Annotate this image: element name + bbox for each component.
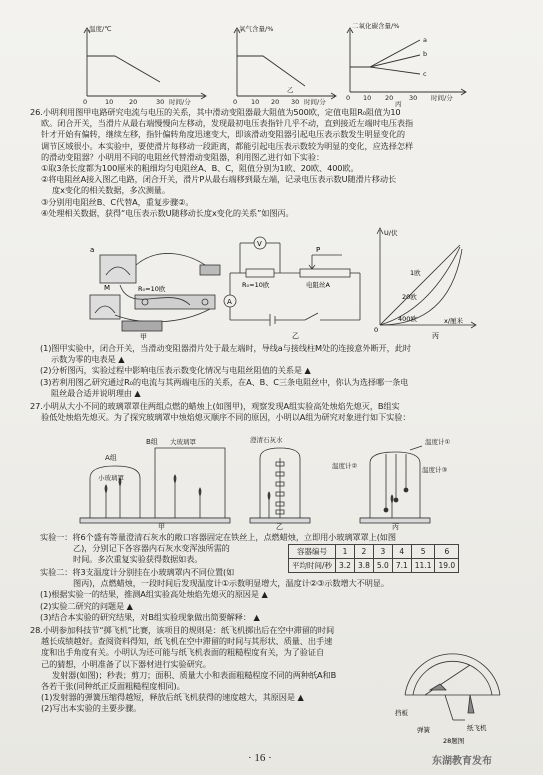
text-line: 己的猜想，小明准备了以下器材进行实验研究。 xyxy=(41,658,211,669)
text-line: 27.小明从大小不同的玻璃罩罩住两组点燃的蜡烛上(如图甲)，观察发现A组实验高处烛焰先熄灭，B组实 xyxy=(30,401,400,411)
text-line: ④处理相关数据，获得“电压表示数U随移动长度x变化的关系”如图丙。 xyxy=(41,207,294,218)
graph1-xlabel: 时间/分 xyxy=(169,98,191,106)
q28-stem xyxy=(30,625,336,715)
caption-jia: 甲 xyxy=(140,333,147,340)
text-line: 验低处烛焰先熄灭。为了探究玻璃罩中烛焰熄灭顺序不同的原因，小明以A组为研究对象进行如下实验： xyxy=(41,412,411,423)
series-20ohm: 20欧 xyxy=(402,293,417,301)
bing-ylabel: U/伏 xyxy=(384,229,398,237)
launcher-figure xyxy=(395,640,510,745)
graph3-tick: 30 xyxy=(409,94,418,102)
q27-figures xyxy=(70,428,480,530)
label-a: a xyxy=(90,246,95,254)
graph3-caption: 丙 xyxy=(395,100,402,107)
bing-origin: 0 xyxy=(374,326,379,334)
thermo3-label: 温度计③ xyxy=(422,466,448,474)
caption-bing: 丙 xyxy=(432,332,439,340)
text-line: ③分别用电阻丝B、C代替A，重复步骤②。 xyxy=(41,196,194,207)
text-line: 针才开始有偏转，继续左移，指针偏转角度迅速变大，即该滑动变阻器引起电压表示数发生明显变化的 xyxy=(41,129,405,140)
watermark-text: 东湖教育发布 xyxy=(432,756,492,767)
text-line: 各若干张(同种纸正反面粗糙程度相同)。 xyxy=(41,681,185,692)
text-line: ②将电阻丝A接入图乙电路，闭合开关，滑片P从最右端移到最左端，记录电压表示数U随滑片移动长 xyxy=(41,174,397,185)
answer-blank: ▲ xyxy=(118,354,125,365)
r0-label: R₀=10欧 xyxy=(242,281,270,289)
table-cell: 19.0 xyxy=(435,559,459,573)
table-cell: 7.1 xyxy=(392,559,411,573)
ammeter-label: A xyxy=(227,298,232,306)
text-line: (1)根据实验一的结果，推测A组实验高处烛焰先熄灭的原因是 xyxy=(40,589,259,600)
text-line: 图丙)，点燃蜡烛，一段时间后发现温度计①示数明显增大，温度计②③示数增大不明显。 xyxy=(73,578,389,589)
wire-label: 电阻丝A xyxy=(306,281,330,289)
text-line: (2)写出本实验的主要步骤。 xyxy=(41,703,142,714)
lime-label: 澄清石灰水 xyxy=(250,436,283,444)
text-line: 时间。多次重复实验获得数据如表。 xyxy=(73,554,203,565)
graph1-tick: 20 xyxy=(129,98,138,106)
text-line: (1)发射器的弹簧压缩得越短，释放后纸飞机获得的速度越大，其原因是 xyxy=(41,692,295,703)
caption-bing27: 丙 xyxy=(392,523,399,530)
plane-label: 纸飞机 xyxy=(467,724,487,732)
text-line: 阻丝最合适并说明理由 xyxy=(51,387,132,398)
graph2-xlabel: 时间/分 xyxy=(304,98,326,106)
text-line: 乙)，分别记下各容器内石灰水变浑浊所需的 xyxy=(73,543,230,554)
small-cover-label: 小玻璃罩 xyxy=(98,474,124,482)
text-line: (1)图甲实验中，闭合开关，当滑动变阻器滑片处于最左端时，导线a与接线柱M处的连接意外断开，此时 xyxy=(40,343,411,353)
graph2-origin: 0 xyxy=(233,98,238,106)
groupA-label: A组 xyxy=(105,454,117,462)
table-header-cell: 容器编号 xyxy=(289,545,336,559)
table-cell: 6 xyxy=(435,545,459,559)
graph1-ylabel: 温度/℃ xyxy=(89,25,112,33)
text-line: 欧。闭合开关，当滑片从最右端慢慢向左移动，发现最初电压表指针几乎不动，直到接近左端时电压表指 xyxy=(41,118,414,129)
table-cell: 1 xyxy=(336,545,355,559)
graph3-series-label: b xyxy=(423,50,428,58)
q26-stem xyxy=(30,107,413,219)
voltmeter-label: V xyxy=(257,240,262,248)
text-line: 度和出手角度有关。小明认为还可能与纸飞机表面的粗糙程度有关，为了验证自 xyxy=(41,647,325,658)
answer-blank: ▲ xyxy=(126,600,133,611)
text-line: (3)若利用图乙研究通过R₀的电流与其两端电压的关系，在A、B、C三条电阻丝中，你认为选择哪一条电 xyxy=(40,376,409,387)
graph-bing xyxy=(377,228,476,328)
answer-blank: ▲ xyxy=(304,365,311,376)
caption-yi27: 乙 xyxy=(276,523,283,530)
thermo2-label: 温度计② xyxy=(332,462,358,470)
groupB-label: B组 xyxy=(146,438,158,446)
caption-jia27: 甲 xyxy=(158,523,165,530)
graph2-tick: 10 xyxy=(251,98,260,106)
bing-xlabel: x/厘米 xyxy=(444,317,464,325)
table-cell: 4 xyxy=(392,545,411,559)
graph3-tick: 20 xyxy=(385,94,394,102)
top-graphs xyxy=(65,22,505,107)
q27-exp2 xyxy=(40,567,389,623)
caption-yi: 乙 xyxy=(292,332,299,340)
page-number: · 16 · xyxy=(248,752,272,764)
graph1-tick: 30 xyxy=(156,98,165,106)
answer-blank: ▲ xyxy=(134,387,141,398)
figure-caption: 28题图 xyxy=(443,737,465,745)
graph3-xlabel: 时间/分 xyxy=(431,94,453,102)
graph2-tick: 30 xyxy=(291,98,300,106)
graph2-tick: 20 xyxy=(271,98,280,106)
table-cell: 5 xyxy=(411,545,435,559)
text-line: ①取3条长度都为100厘米的粗细均匀电阻丝A、B、C，阻值分别为1欧、20欧、400欧。 xyxy=(41,163,359,174)
graph3-tick: 10 xyxy=(363,94,372,102)
series-1ohm: 1欧 xyxy=(410,269,421,277)
text-line: 示数为零的电表是 xyxy=(51,354,116,365)
big-cover-label: 大玻璃罩 xyxy=(170,438,196,446)
table-cell: 3.8 xyxy=(354,559,373,573)
label-r0: R₀=10欧 xyxy=(138,285,166,293)
table-cell: 5.0 xyxy=(373,559,392,573)
spring-label: 弹簧 xyxy=(417,726,430,734)
table-cell: 11.1 xyxy=(411,559,435,573)
graph3-series-label: c xyxy=(423,70,427,78)
thermo1-label: 温度计① xyxy=(425,438,451,446)
text-line: 越长成绩越好。查阅资料得知，纸飞机在空中滞留的时间与其形状、质量、出手速 xyxy=(41,636,333,647)
graph2-ylabel: 氧气含量/% xyxy=(239,25,274,33)
text-line: 实验二：将3支温度计分别挂在小玻璃罩内不同位置(如 xyxy=(40,567,235,577)
q27-stem xyxy=(30,401,410,423)
text-line: 度x变化的相关数据，多次测量。 xyxy=(52,185,170,196)
table-row xyxy=(289,545,459,559)
text-line: 调节区域很小。本实验中，要使滑片每移动一段距离，都能引起电压表示数较为明显的变化，应选择怎样 xyxy=(41,140,414,151)
slider-p-label: P xyxy=(316,246,321,254)
text-line: (3)结合本实验的研究结果，对B组实验现象做出简要解释： xyxy=(40,611,251,622)
board-label: 挡板 xyxy=(395,709,408,717)
text-line: 28.小明参加科技节“掷飞机”比赛，该项目的规则是：纸飞机掷出后在空中滞留的时间 xyxy=(30,625,335,635)
text-line: (2)分析图丙，实验过程中影响电压表示数变化情况与电阻丝阻值的关系是 xyxy=(40,365,303,376)
table-cell: 3.2 xyxy=(336,559,355,573)
q26-figures xyxy=(80,225,505,340)
answer-blank: ▲ xyxy=(297,692,304,703)
text-line: 的滑动变阻器？小明用不同的电阻丝代替滑动变阻器，利用图乙进行如下实验： xyxy=(41,151,325,162)
text-line: 26.小明利用图甲电路研究电流与电压的关系，其中滑动变阻器最大阻值为500欧，定值电阻R₀阻值为10 xyxy=(30,107,401,117)
table-cell: 2 xyxy=(354,545,373,559)
text-line: (2)实验二研究的问题是 xyxy=(40,600,125,611)
table-header-cell: 平均时间/秒 xyxy=(289,559,336,573)
q26-questions xyxy=(40,343,411,399)
graph3-ylabel: 二氧化碳含量/% xyxy=(352,22,400,30)
graph3-origin: 0 xyxy=(346,94,351,102)
graph3-series-label: a xyxy=(423,36,427,44)
text-line: 实验一：将6个盛有等量澄清石灰水的敞口容器固定在铁丝上，点燃蜡烛，立即用小玻璃罩罩上(如图 xyxy=(40,532,396,542)
label-m: M xyxy=(104,284,111,292)
table-cell: 3 xyxy=(373,545,392,559)
graph1-tick: 10 xyxy=(105,98,114,106)
answer-blank: ▲ xyxy=(261,589,268,600)
text-line: 发射器(如图)；秒表；剪刀；面积、质量大小和表面粗糙程度不同的两种纸A和B xyxy=(52,669,337,680)
graph1-origin: 0 xyxy=(83,98,88,106)
graph2-caption: 乙 xyxy=(287,86,294,94)
series-400ohm: 400欧 xyxy=(398,315,417,323)
answer-blank: ▲ xyxy=(253,611,260,622)
